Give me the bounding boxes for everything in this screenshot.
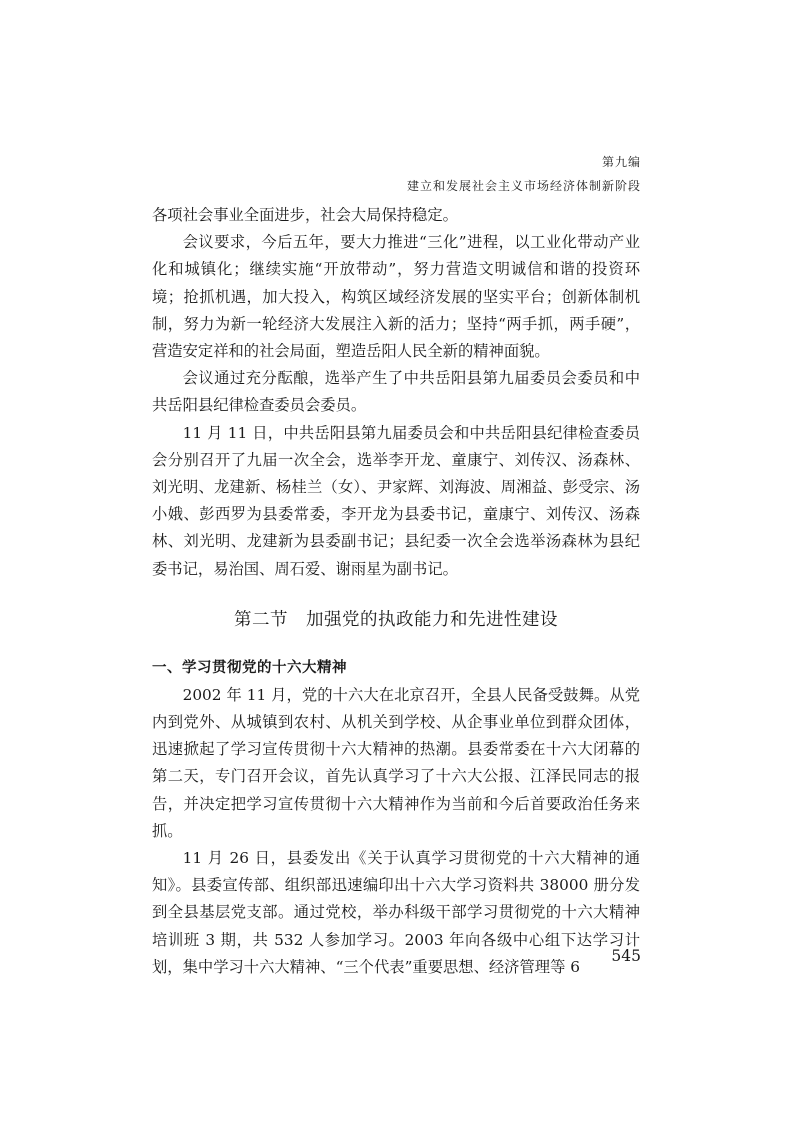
- part-title: 建立和发展社会主义市场经济体制新阶段: [406, 179, 641, 193]
- page-number: 545: [611, 947, 641, 965]
- page-body: [152, 202, 640, 981]
- running-head: [407, 150, 641, 198]
- paragraph: 会议要求，今后五年，要大力推进“三化”进程，以工业化带动产业化和城镇化；继续实施“开放带动”，努力营造文明诚信和谐的投资环境；抢抓机遇，加大投入，构筑区域经济发展的坚实平台；创新体制机制，努力为新一轮经济大发展注入新的活力；坚持“两手抓，两手硬”，营造安定祥和的社会局面，塑造岳阳人民全新的精神面貌。: [152, 233, 640, 361]
- paragraph: 会议通过充分酝酿，选举产生了中共岳阳县第九届委员会委员和中共岳阳县纪律检查委员会委员。: [152, 369, 640, 415]
- subsection-title: 一、学习贯彻党的十六大精神: [152, 659, 347, 676]
- section-title: 第二节 加强党的执政能力和先进性建设: [234, 609, 558, 630]
- paragraph: 2002 年 11 月，党的十六大在北京召开，全县人民备受鼓舞。从党内到党外、从城镇到农村、从机关到学校、从企事业单位到群众团体，迅速掀起了学习宣传贯彻十六大精神的热潮。县委常委在十六大闭幕的第二天，专门召开会议，首先认真学习了十六大公报、江泽民同志的报告，并决定把学习宣传贯彻十六大精神作为当前和今后首要政治任务来抓。: [152, 685, 640, 840]
- part-label: 第九编: [601, 155, 641, 169]
- paragraph: 各项社会事业全面进步，社会大局保持稳定。: [152, 206, 458, 224]
- paragraph: 11 月 11 日，中共岳阳县第九届委员会和中共岳阳县纪律检查委员会分别召开了九届一次全会，选举李开龙、童康宁、刘传汉、汤森林、刘光明、龙建新、杨桂兰（女）、尹家辉、刘海波、周湘益、彭受宗、汤小娥、彭西罗为县委常委，李开龙为县委书记，童康宁、刘传汉、汤森林、刘光明、龙建新为县委副书记；县纪委一次全会选举汤森林为县纪委书记，易治国、周石爱、谢雨星为副书记。: [152, 423, 640, 578]
- paragraph: 11 月 26 日，县委发出《关于认真学习贯彻党的十六大精神的通知》。县委宣传部、组织部迅速编印出十六大学习资料共 38000 册分发到全县基层党支部。通过党校，举办科级干部学习贯彻党的十六大精神培训班 3 期，共 532 人参加学习。2003 年向各级中心组下达学习计划，集中学习十六大精神、“三个代表”重要思想、经济管理等 6: [152, 849, 640, 976]
